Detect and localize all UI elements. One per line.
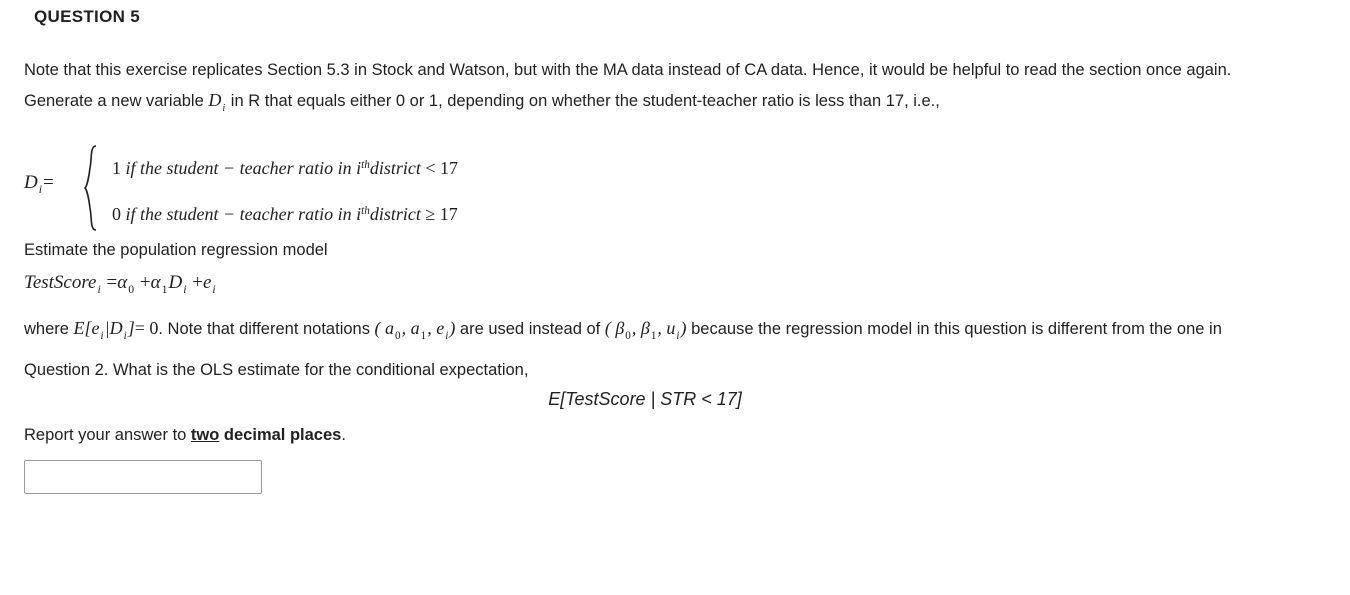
new-notation-close: )	[449, 317, 456, 338]
report-prefix: Report your answer to	[24, 425, 191, 444]
case-1-threshold: 17	[439, 157, 458, 178]
conditional-expectation-equation: E[TestScore | STR < 17]	[548, 388, 742, 409]
where-text-2: . Note that different notations	[158, 319, 375, 338]
expectation-expression	[73, 317, 159, 342]
intro-text-part1: Note that this exercise replicates Section 5.3 in Stock and Watson, but with the MA data instead of CA data. Hence, it would be helpful to read the section once again. Generate a new variable	[24, 61, 1232, 110]
estimate-instruction: Estimate the population regression model	[24, 240, 328, 259]
variable-d-subscript: i	[222, 102, 226, 114]
old-notation-sub-2: i	[676, 329, 680, 342]
question-intro-paragraph	[24, 55, 1289, 124]
brace-icon	[84, 144, 98, 232]
equation-e-subscript: i	[212, 282, 216, 296]
case-1-relation: <	[425, 157, 436, 178]
equation-alpha1: α	[150, 271, 161, 293]
equation-d-subscript: i	[183, 282, 187, 296]
case-1-superscript: th	[361, 158, 370, 171]
case-2-value: 0	[112, 203, 121, 224]
old-notation-close: )	[680, 317, 687, 338]
equation-plus-2: +	[192, 271, 203, 293]
case-row-2	[112, 188, 458, 234]
equation-e: e	[202, 271, 212, 293]
expectation-sub-1: i	[100, 329, 104, 342]
answer-input[interactable]	[24, 460, 262, 494]
where-text-1: where	[24, 319, 74, 338]
new-notation-sub-1: 1	[420, 329, 427, 342]
case-1-tail: district	[369, 157, 421, 178]
variable-d: D	[208, 90, 222, 110]
report-instruction	[24, 422, 1350, 448]
cases-rows	[112, 142, 458, 234]
old-notation-sub-0: 0	[625, 329, 631, 342]
report-period: .	[341, 425, 346, 444]
equation-d: D	[168, 271, 183, 293]
cases-lhs-subscript: i	[38, 182, 43, 196]
old-notation-2: , β	[631, 317, 650, 338]
page-title: QUESTION 5	[34, 7, 140, 26]
expectation-equals-zero: = 0	[134, 317, 159, 338]
expectation-bar: |D	[104, 317, 123, 338]
case-2-threshold: 17	[439, 203, 458, 224]
report-suffix: decimal places	[219, 425, 342, 444]
cases-left-hand-side	[24, 172, 54, 197]
intro-text-part2: in R that equals either 0 or 1, depending on whether the student-teacher ratio is less than 17, i.e.,	[226, 92, 940, 110]
cases-lhs-variable: D	[24, 171, 38, 193]
report-underlined-word: two	[190, 425, 220, 444]
new-notation-sub-2: i	[445, 329, 449, 342]
new-notation-sub-0: 0	[395, 329, 401, 342]
case-2-tail: district	[369, 203, 421, 224]
equation-lhs: TestScore	[24, 271, 97, 293]
new-notation-group	[374, 317, 456, 342]
old-notation-group	[604, 317, 687, 342]
where-text-4: because the regression model in this question is different from the one in Question 2. What is the OLS estimate for the conditional expectation,	[24, 319, 1222, 379]
cases-equals-sign: =	[43, 171, 54, 193]
case-1-text: if the student − teacher ratio in i	[125, 157, 362, 178]
expectation-open: E[e	[73, 317, 100, 338]
old-notation-sub-1: 1	[650, 329, 657, 342]
question-page	[0, 7, 1350, 595]
equation-equals: =	[106, 271, 118, 293]
new-notation-2: , a	[401, 317, 420, 338]
equation-alpha1-subscript: 1	[161, 282, 168, 296]
old-notation-open: ( β	[604, 317, 625, 338]
expectation-close: ]	[127, 317, 135, 338]
where-paragraph	[24, 311, 1289, 387]
new-notation-open: ( a	[374, 317, 395, 338]
cases-definition	[24, 142, 1350, 234]
expectation-sub-2: i	[123, 329, 127, 342]
equation-plus-1: +	[139, 271, 151, 293]
equation-alpha0-subscript: 0	[128, 282, 135, 296]
where-text-3: are used instead of	[455, 319, 605, 338]
case-row-1	[112, 142, 458, 188]
case-2-superscript: th	[361, 204, 370, 217]
case-1-value: 1	[112, 157, 121, 178]
old-notation-3: , u	[657, 317, 676, 338]
equation-lhs-subscript: i	[97, 282, 101, 296]
equation-alpha0: α	[117, 271, 128, 293]
regression-equation	[24, 272, 1350, 297]
case-2-text: if the student − teacher ratio in i	[125, 203, 362, 224]
case-2-relation: ≥	[425, 203, 436, 224]
new-notation-3: , e	[427, 317, 445, 338]
